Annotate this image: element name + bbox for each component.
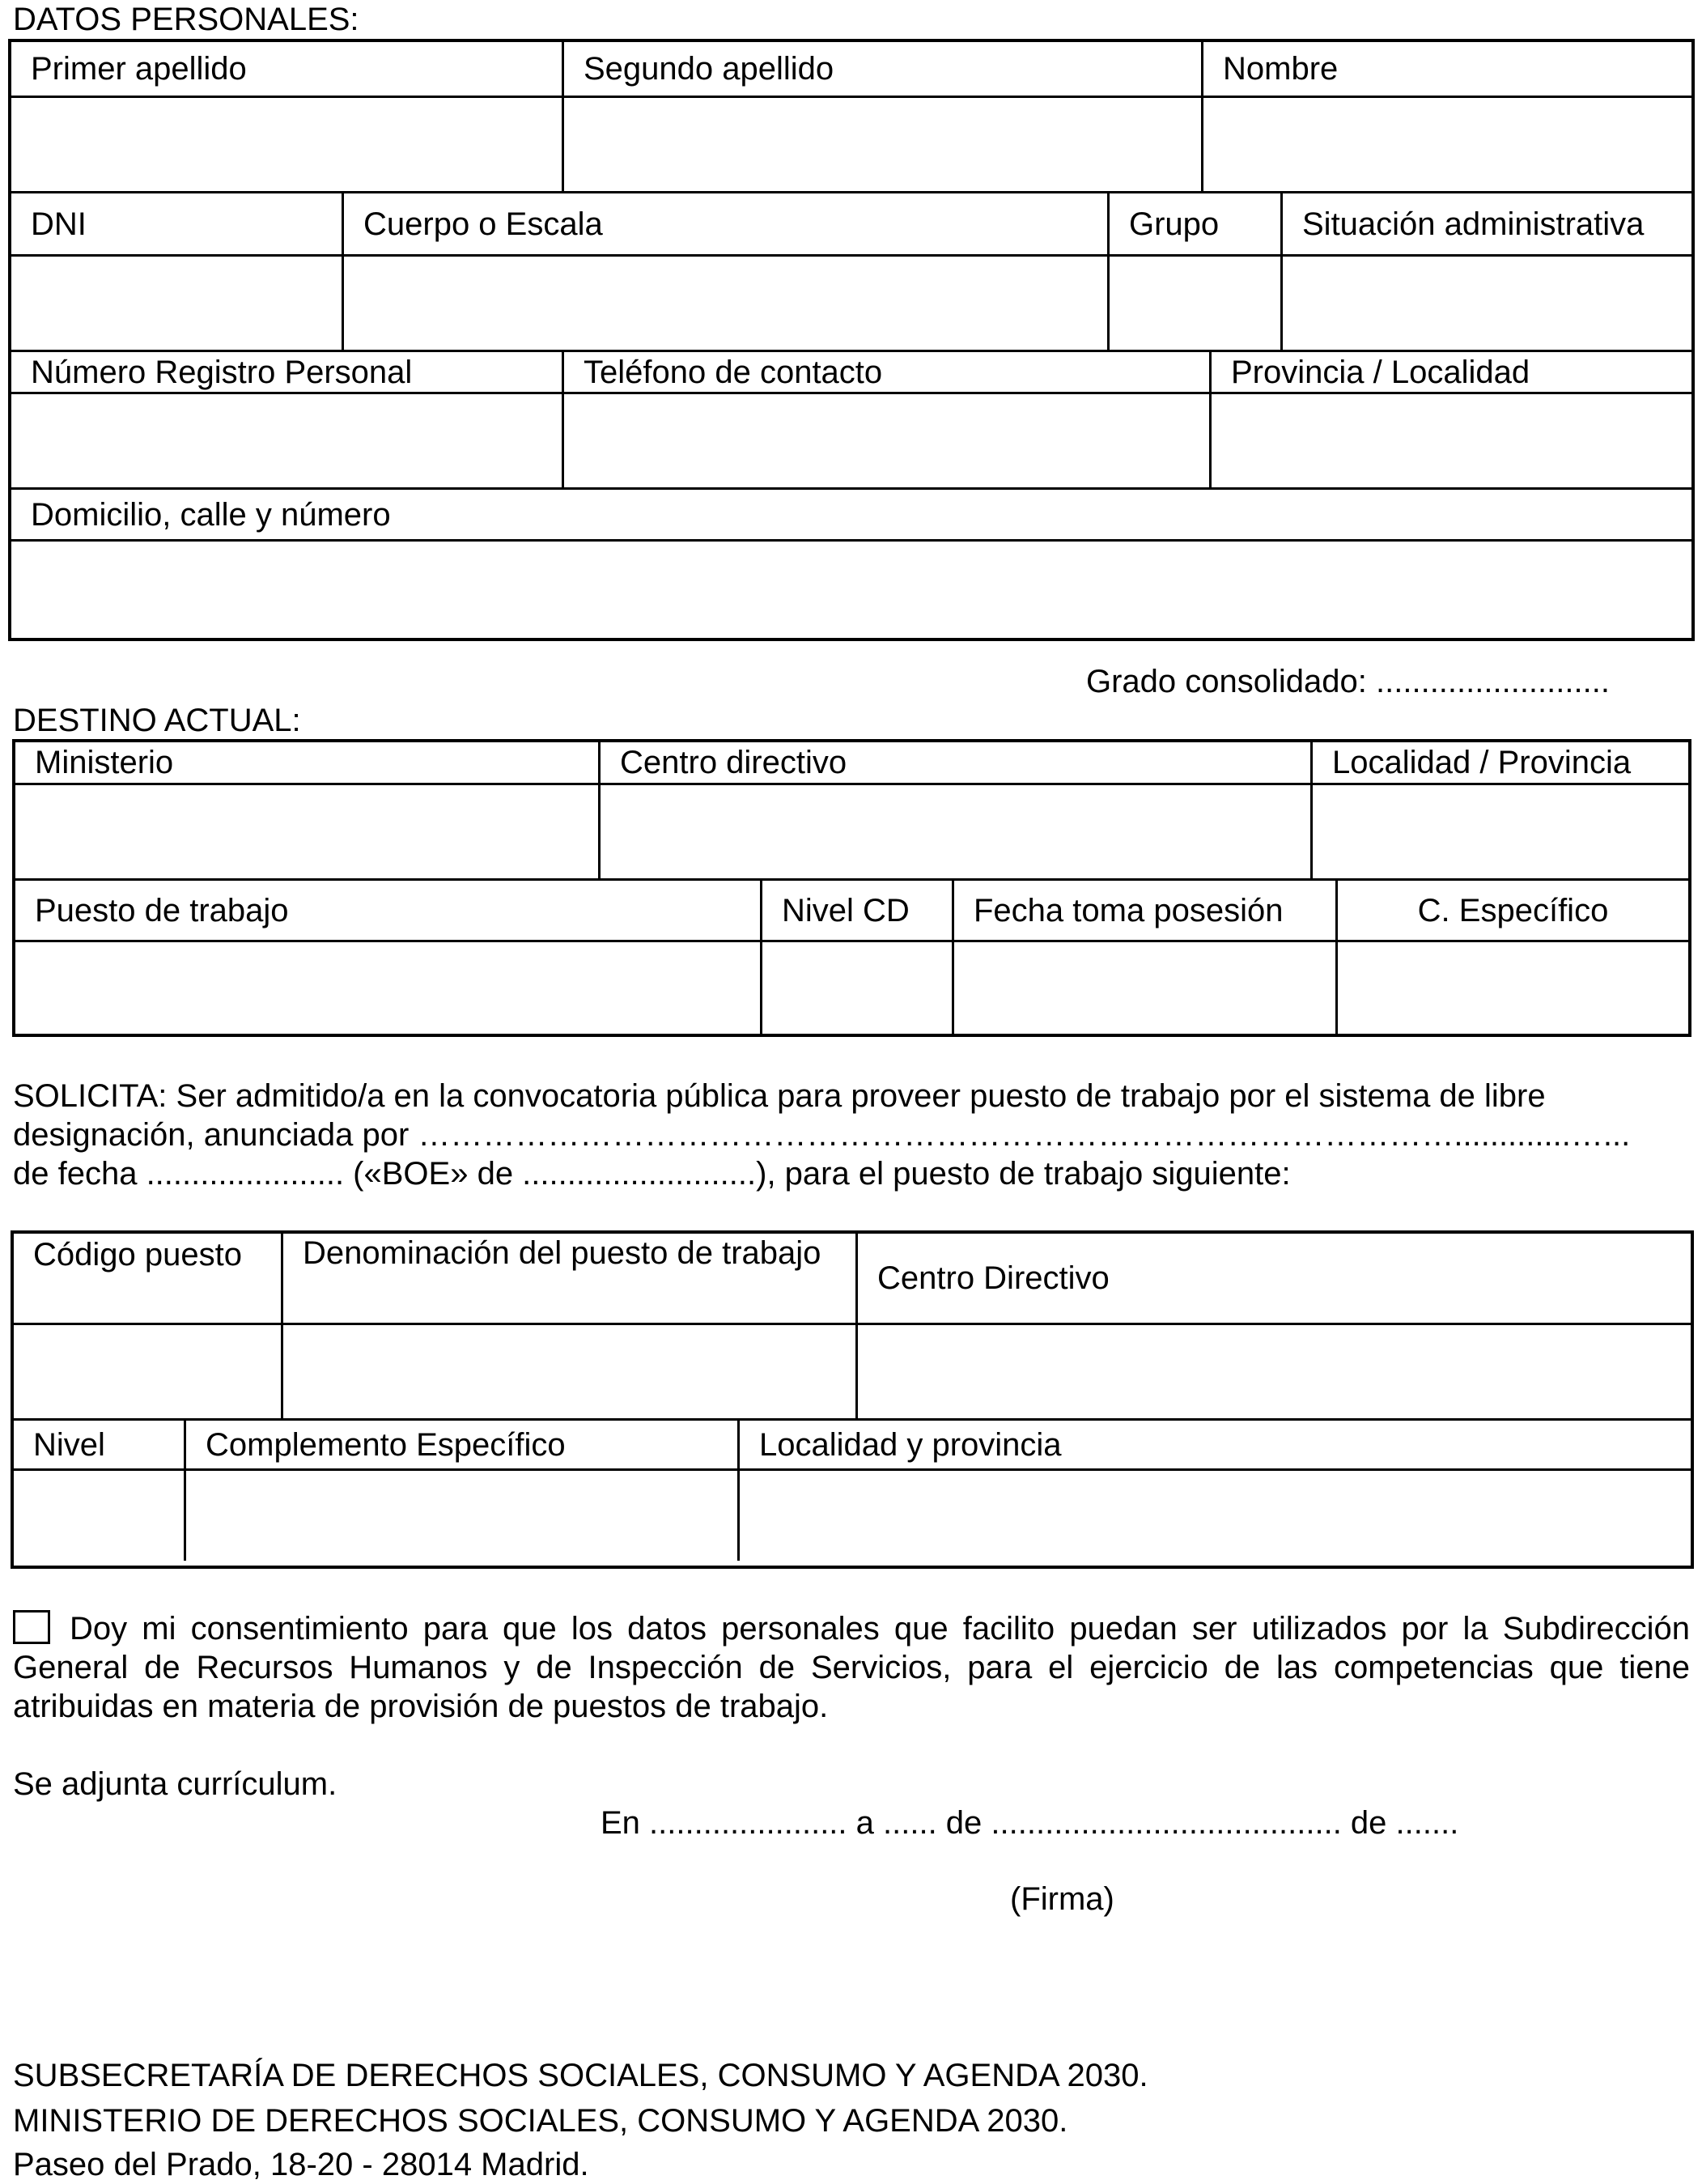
fecha-toma-posesion-field[interactable]	[952, 942, 1335, 1034]
label-localidad-provincia: Localidad / Provincia	[1310, 742, 1688, 783]
label-puesto-trabajo: Puesto de trabajo	[35, 892, 289, 928]
denominacion-puesto-field[interactable]	[281, 1325, 855, 1418]
label-centro-directivo: Centro directivo	[598, 742, 1310, 783]
requested-post-table	[11, 1230, 1694, 1569]
numero-registro-personal-field[interactable]	[11, 394, 562, 487]
label-nombre: Nombre	[1201, 42, 1691, 96]
label-c-especifico: C. Específico	[1335, 881, 1688, 940]
nivel-cd-field[interactable]	[760, 942, 952, 1034]
localidad-provincia-field[interactable]	[1310, 785, 1688, 878]
place-date-line: En ...................... a ...... de ....................................... de .......	[601, 1805, 1459, 1841]
ministerio-field[interactable]	[15, 785, 598, 878]
label-denominacion-puesto: Denominación del puesto de trabajo	[281, 1234, 855, 1323]
telefono-contacto-field[interactable]	[562, 394, 1209, 487]
section-title-personal-data: DATOS PERSONALES:	[13, 2, 359, 37]
label-numero-registro-personal: Número Registro Personal	[31, 354, 413, 390]
segundo-apellido-field[interactable]	[562, 98, 1201, 191]
section-title-current-post: DESTINO ACTUAL:	[13, 703, 301, 738]
label-ministerio: Ministerio	[35, 745, 174, 780]
footer-subsecretaria: SUBSECRETARÍA DE DERECHOS SOCIALES, CONSUMO Y AGENDA 2030.	[13, 2058, 1148, 2093]
puesto-trabajo-field[interactable]	[15, 942, 760, 1034]
label-fecha-toma-posesion: Fecha toma posesión	[952, 881, 1335, 940]
label-nivel: Nivel	[33, 1426, 105, 1463]
footer-ministerio: MINISTERIO DE DERECHOS SOCIALES, CONSUMO Y AGENDA 2030.	[13, 2103, 1068, 2139]
dni-field[interactable]	[11, 257, 342, 350]
label-situacion-administrativa: Situación administrativa	[1280, 193, 1691, 254]
curriculum-note: Se adjunta currículum.	[13, 1766, 337, 1802]
nivel-field[interactable]	[14, 1471, 184, 1561]
label-nivel-cd: Nivel CD	[760, 881, 952, 940]
label-centro-directivo-solicitado: Centro Directivo	[855, 1234, 1691, 1323]
label-cuerpo-escala: Cuerpo o Escala	[342, 193, 1107, 254]
label-dni: DNI	[31, 206, 87, 242]
label-grupo: Grupo	[1107, 193, 1280, 254]
current-post-table	[12, 739, 1691, 1037]
solicita-line-3: de fecha ...................... («BOE» de ..........................), para el puesto de trabajo siguiente:	[13, 1156, 1291, 1192]
solicita-line-2: designación, anunciada por …………………………………………………………………………………….............…...	[13, 1117, 1631, 1153]
centro-directivo-field[interactable]	[598, 785, 1310, 878]
label-complemento-especifico: Complemento Específico	[184, 1421, 737, 1468]
localidad-y-provincia-field[interactable]	[737, 1471, 1691, 1561]
grupo-field[interactable]	[1107, 257, 1280, 350]
cuerpo-escala-field[interactable]	[342, 257, 1107, 350]
signature-label: (Firma)	[1010, 1881, 1114, 1917]
grado-consolidado: Grado consolidado: ..........................	[1086, 664, 1610, 699]
label-codigo-puesto: Código puesto	[33, 1237, 242, 1273]
provincia-localidad-field[interactable]	[1209, 394, 1691, 487]
consent-paragraph	[13, 1609, 1690, 1726]
label-segundo-apellido: Segundo apellido	[562, 42, 1201, 96]
nombre-field[interactable]	[1201, 98, 1691, 191]
consent-text: Doy mi consentimiento para que los datos personales que facilito puedan ser utilizados por la Subdirección General de Recursos Humanos y de Inspección de Servicios, para el ejercicio de las competencias que tiene atribuidas en materia de provisión de puestos de trabajo.	[13, 1611, 1690, 1724]
codigo-puesto-field[interactable]	[14, 1325, 281, 1418]
label-telefono-contacto: Teléfono de contacto	[562, 352, 1209, 392]
c-especifico-field[interactable]	[1335, 942, 1688, 1034]
footer-address: Paseo del Prado, 18-20 - 28014 Madrid.	[13, 2147, 589, 2182]
label-provincia-localidad: Provincia / Localidad	[1209, 352, 1691, 392]
label-domicilio: Domicilio, calle y número	[31, 496, 391, 533]
consent-checkbox[interactable]	[13, 1610, 50, 1644]
complemento-especifico-field[interactable]	[184, 1471, 737, 1561]
label-localidad-y-provincia: Localidad y provincia	[737, 1421, 1691, 1468]
situacion-administrativa-field[interactable]	[1280, 257, 1691, 350]
personal-data-table	[8, 39, 1695, 641]
centro-directivo-solicitado-field[interactable]	[855, 1325, 1691, 1418]
label-primer-apellido: Primer apellido	[31, 51, 247, 87]
primer-apellido-field[interactable]	[11, 98, 562, 191]
domicilio-field[interactable]	[11, 542, 1691, 639]
solicita-line-1: SOLICITA: Ser admitido/a en la convocatoria pública para proveer puesto de trabajo por el sistema de libre	[13, 1078, 1546, 1114]
